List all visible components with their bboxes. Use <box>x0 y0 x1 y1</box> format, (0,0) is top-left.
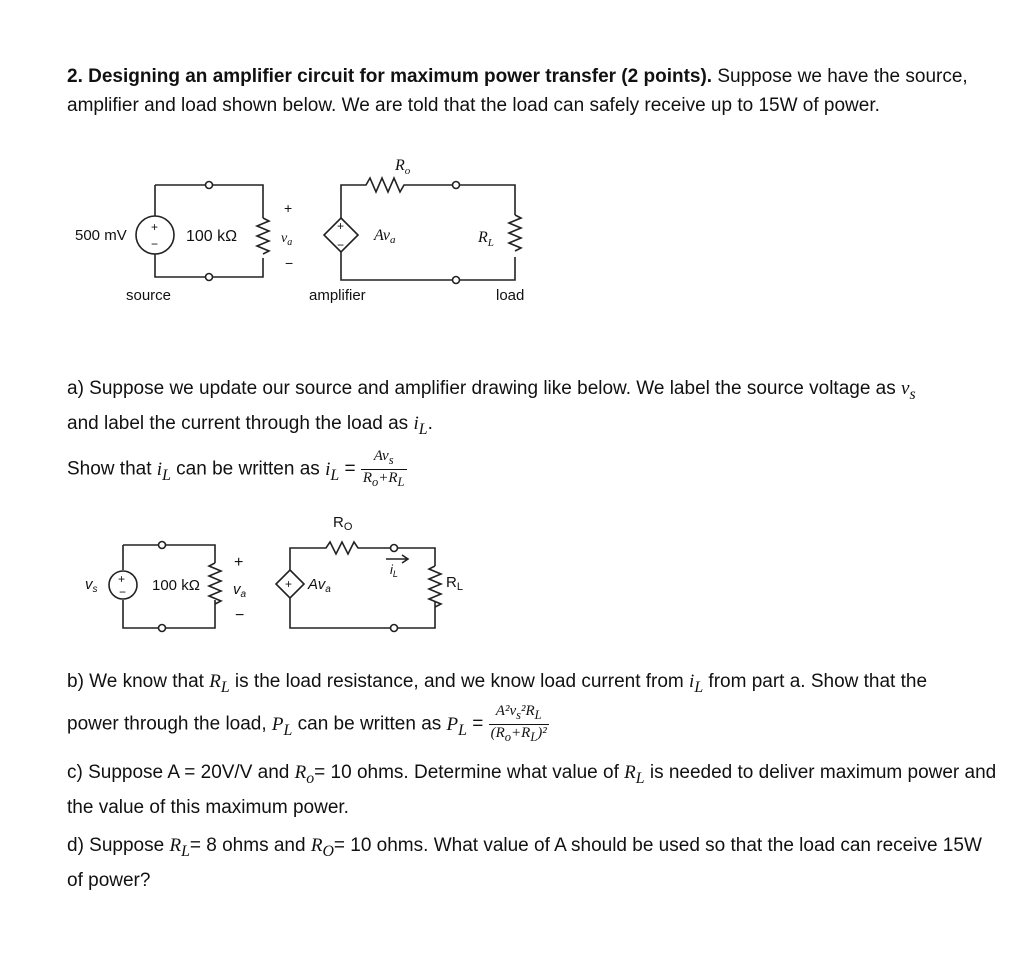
part-b-line1-mid: is the load resistance, and we know load current from <box>229 671 690 692</box>
part-d <box>67 831 997 895</box>
input-resistor-icon <box>257 218 269 254</box>
fig2-terminal-out <box>391 545 398 552</box>
part-d-ro-sub: O <box>322 842 334 860</box>
part-a-period: . <box>427 412 433 434</box>
input-resistance-label: 100 kΩ <box>186 228 238 245</box>
part-a-eq-lhs: i <box>325 458 331 480</box>
part-a-show-il: i <box>156 458 163 480</box>
part-d-mid: = 8 ohms and <box>189 835 311 856</box>
fig2-dep-plus: + <box>285 577 293 591</box>
svg-text:Ro <box>394 157 411 177</box>
part-a-il: i <box>413 412 419 434</box>
part-b-frac-den-post: )² <box>537 725 547 741</box>
dep-source-label: Av <box>374 227 390 244</box>
part-b-line2-mid: can be written as <box>292 713 447 735</box>
svg-text:Ava <box>373 227 396 246</box>
part-b-rl-sub: L <box>220 678 230 696</box>
part-b-pl: P <box>271 713 284 735</box>
svg-text:vs <box>85 576 98 595</box>
part-b-frac-den-sub2: L <box>530 730 538 744</box>
part-a-frac-den-a: R <box>362 470 372 486</box>
part-b-line2 <box>67 703 997 746</box>
rl-sub: L <box>487 237 494 249</box>
part-c-ro-sub: o <box>306 769 315 787</box>
part-c-rl-sub: L <box>635 769 645 787</box>
part-b-frac-den-mid: +R <box>511 725 531 741</box>
fig2-input-resistor-icon <box>209 563 221 604</box>
problem-intro: Suppose we have the source, amplifier and load shown below. We are told that the load can safely receive up to 15W of power. <box>67 66 968 116</box>
part-a-show-pre: Show that <box>67 458 157 480</box>
part-b-frac-num-sub: s <box>516 708 521 722</box>
part-c-post: is needed to deliver maximum power and the value of this maximum power. <box>67 762 997 818</box>
part-b-line1-pre: b) We know that <box>67 671 210 692</box>
amplifier-terminal-bottom <box>453 277 460 284</box>
part-a-eq-sign: = <box>339 458 356 480</box>
problem-heading: 2. Designing an amplifier circuit for maximum power transfer (2 points). <box>67 66 713 87</box>
ro-sub: o <box>404 165 411 177</box>
part-b-line1-post: from part a. Show that the <box>703 671 928 692</box>
part-b-pl-sub: L <box>283 721 293 739</box>
part-a-il-sub: L <box>418 420 428 438</box>
part-b-eq-sign: = <box>466 713 484 735</box>
fig2-load-resistor-icon <box>429 566 441 607</box>
svg-text:va <box>233 581 247 600</box>
source-minus: − <box>151 237 159 251</box>
fig2-rl-sub: L <box>456 581 463 593</box>
fig2-va-minus: − <box>235 607 245 624</box>
load-resistor-icon <box>509 215 521 251</box>
part-a-show <box>67 448 997 491</box>
part-a-frac-den-a-sub: o <box>372 475 379 489</box>
fig2-ro-label: R <box>333 514 344 531</box>
source-terminal-bottom <box>206 274 213 281</box>
label-load: load <box>496 287 525 304</box>
svg-text:RL <box>477 229 494 249</box>
part-a-line1: a) Suppose we update our source and amplifier drawing like below. We label the source voltage as <box>67 378 902 399</box>
fig2-dep-sub: a <box>325 584 331 595</box>
part-d-pre: d) Suppose <box>67 835 170 856</box>
part-a-line2: and label the current through the load as <box>67 412 414 434</box>
part-a-frac-num-sub: s <box>388 453 394 467</box>
part-b-line2-pre: power through the load, <box>67 713 272 735</box>
source-plus: + <box>151 220 159 234</box>
fig2-il-sub: L <box>392 569 398 579</box>
fig2-va-plus: + <box>234 554 244 571</box>
part-c <box>67 758 997 822</box>
va-sub: a <box>287 237 293 248</box>
fig2-il-label: i <box>390 562 393 577</box>
part-b <box>67 667 997 702</box>
part-d-ro: R <box>310 835 323 856</box>
label-amplifier: amplifier <box>309 287 366 304</box>
part-b-il: i <box>689 671 695 692</box>
va-minus: − <box>285 255 294 271</box>
part-b-eq-pl: P <box>446 713 459 735</box>
fig2-src-minus: − <box>119 585 127 599</box>
part-b-fraction <box>489 703 549 746</box>
fig2-va-label: v <box>233 581 241 598</box>
part-d-rl-sub: L <box>181 842 190 860</box>
va-plus: + <box>284 200 293 216</box>
part-b-frac-den: (R <box>490 725 505 741</box>
part-c-mid: = 10 ohms. Determine what value of <box>314 762 625 783</box>
part-b-eq-pl-sub: L <box>458 721 467 739</box>
part-a-frac-den-b: +R <box>378 470 398 486</box>
part-a <box>67 374 997 444</box>
part-b-frac-den-sub: o <box>504 730 512 744</box>
part-a-frac-den-b-sub: L <box>397 475 405 489</box>
part-b-frac-num: A²v <box>495 703 517 719</box>
part-a-eq-lhs-sub: L <box>330 466 340 484</box>
part-c-pre: c) Suppose A = 20V/V and <box>67 762 295 783</box>
source-terminal-top <box>206 182 213 189</box>
fig2-va-sub: a <box>240 589 247 600</box>
fig2-vs-label: v <box>85 576 93 593</box>
svg-text:RL <box>446 574 463 593</box>
fig2-terminal-bottom <box>159 625 166 632</box>
part-a-show-mid: can be written as <box>170 458 326 480</box>
rl-label: R <box>478 229 488 246</box>
amplifier-terminal-top <box>453 182 460 189</box>
label-source: source <box>126 287 172 304</box>
va-label: v <box>281 231 288 246</box>
part-a-fraction <box>361 448 407 491</box>
part-b-frac-num-sub2: L <box>534 708 542 722</box>
svg-text:iL <box>390 562 398 579</box>
dep-source-sub: a <box>390 234 396 246</box>
fig2-input-resistance: 100 kΩ <box>152 577 200 594</box>
part-b-il-sub: L <box>694 678 704 696</box>
part-a-vs: v <box>901 378 910 399</box>
part-c-rl: R <box>624 762 636 783</box>
svg-text:Ava <box>307 576 331 595</box>
fig2-dep-label: Av <box>308 576 326 593</box>
part-d-post: = 10 ohms. What value of A should be used so that the load can receive 15W of power? <box>67 835 982 891</box>
part-b-frac-num-post: ²R <box>521 703 535 719</box>
part-d-rl: R <box>169 835 182 856</box>
part-a-show-il-sub: L <box>162 466 171 484</box>
svg-text:va <box>281 231 292 248</box>
fig2-rl-label: R <box>446 574 457 591</box>
part-a-frac-num: Av <box>373 448 389 464</box>
fig2-terminal-out-bottom <box>391 625 398 632</box>
source-voltage-label: 500 mV <box>75 227 127 244</box>
fig2-ro-sub: O <box>343 521 353 533</box>
part-b-rl: R <box>209 671 221 692</box>
part-a-vs-sub: s <box>909 385 916 403</box>
fig2-vs-sub: s <box>92 584 98 595</box>
fig2-src-plus: + <box>118 572 126 586</box>
dep-minus: − <box>337 238 345 252</box>
amplifier-wire <box>341 178 515 280</box>
ro-label: R <box>395 157 405 174</box>
part-c-ro: R <box>294 762 307 783</box>
svg-text:RO <box>333 514 353 533</box>
dep-plus: + <box>337 219 345 233</box>
fig2-terminal-top <box>159 542 166 549</box>
